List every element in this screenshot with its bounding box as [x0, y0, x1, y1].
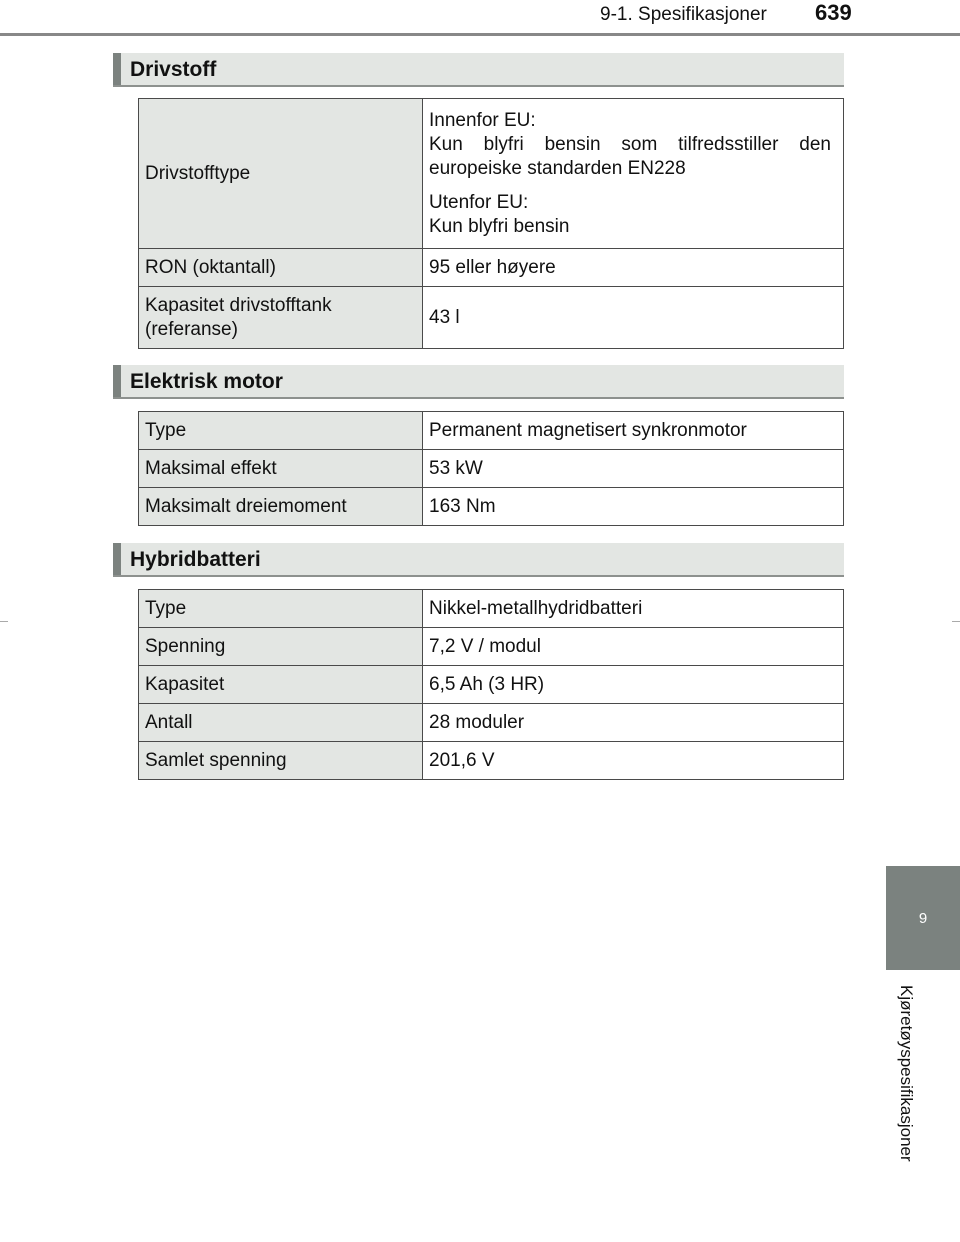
section-heading-hybrid-battery	[113, 543, 844, 577]
spec-key: Type	[139, 412, 423, 450]
crop-mark-right	[952, 621, 960, 622]
page-number: 639	[815, 0, 852, 25]
text-line: Innenfor EU:	[429, 109, 536, 131]
spec-key: Type	[139, 590, 423, 628]
table-row	[139, 704, 844, 742]
heading-accent-bar	[113, 365, 121, 397]
fuel-eu-paragraph	[429, 109, 831, 181]
spec-value	[423, 99, 844, 249]
battery-spec-table	[138, 589, 844, 780]
text-line: Kun blyfri bensin	[429, 215, 570, 237]
spec-key: Maksimalt dreiemoment	[139, 488, 423, 526]
spec-key: RON (oktantall)	[139, 249, 423, 287]
fuel-non-eu-paragraph	[429, 191, 831, 239]
table-row	[139, 287, 844, 349]
heading-accent-bar	[113, 53, 121, 85]
spec-key: Antall	[139, 704, 423, 742]
section-heading-electric-motor	[113, 365, 844, 399]
spec-value: 163 Nm	[423, 488, 844, 526]
chapter-tab	[886, 866, 960, 970]
spec-key: Drivstofftype	[139, 99, 423, 249]
fuel-spec-table	[138, 98, 844, 349]
table-row	[139, 590, 844, 628]
chapter-label: Kjøretøyspesifikasjoner	[897, 985, 916, 1162]
section-heading-label: Drivstoff	[130, 58, 217, 81]
spec-value: 201,6 V	[423, 742, 844, 780]
header-divider	[0, 33, 960, 36]
spec-key: Spenning	[139, 628, 423, 666]
section-heading-label: Hybridbatteri	[130, 548, 261, 571]
section-heading-fuel	[113, 53, 844, 87]
spec-value: 43 l	[423, 287, 844, 349]
table-row	[139, 99, 844, 249]
table-row	[139, 412, 844, 450]
chapter-number: 9	[918, 909, 928, 927]
spec-value: 95 eller høyere	[423, 249, 844, 287]
spec-key: Maksimal effekt	[139, 450, 423, 488]
table-row	[139, 488, 844, 526]
text-line: (referanse)	[145, 318, 238, 340]
table-row	[139, 742, 844, 780]
motor-spec-table	[138, 411, 844, 526]
spec-value: 28 moduler	[423, 704, 844, 742]
text-line: Kapasitet drivstofftank	[145, 294, 332, 316]
table-row	[139, 450, 844, 488]
spec-key: Kapasitet	[139, 666, 423, 704]
spec-key	[139, 287, 423, 349]
crop-mark-left	[0, 621, 8, 622]
table-row	[139, 628, 844, 666]
spec-key: Samlet spenning	[139, 742, 423, 780]
section-title: 9-1. Spesifikasjoner	[600, 4, 767, 25]
table-row	[139, 249, 844, 287]
heading-accent-bar	[113, 543, 121, 575]
text-line: europeiske standarden EN228	[429, 157, 686, 179]
spec-value: 7,2 V / modul	[423, 628, 844, 666]
section-heading-label: Elektrisk motor	[130, 370, 283, 393]
spec-value: 6,5 Ah (3 HR)	[423, 666, 844, 704]
text-line: Utenfor EU:	[429, 191, 529, 213]
spec-value: 53 kW	[423, 450, 844, 488]
table-row	[139, 666, 844, 704]
spec-value: Permanent magnetisert synkronmotor	[423, 412, 844, 450]
spec-value: Nikkel-metallhydridbatteri	[423, 590, 844, 628]
text-line: Kun blyfri bensin som tilfredsstiller den	[429, 133, 831, 155]
